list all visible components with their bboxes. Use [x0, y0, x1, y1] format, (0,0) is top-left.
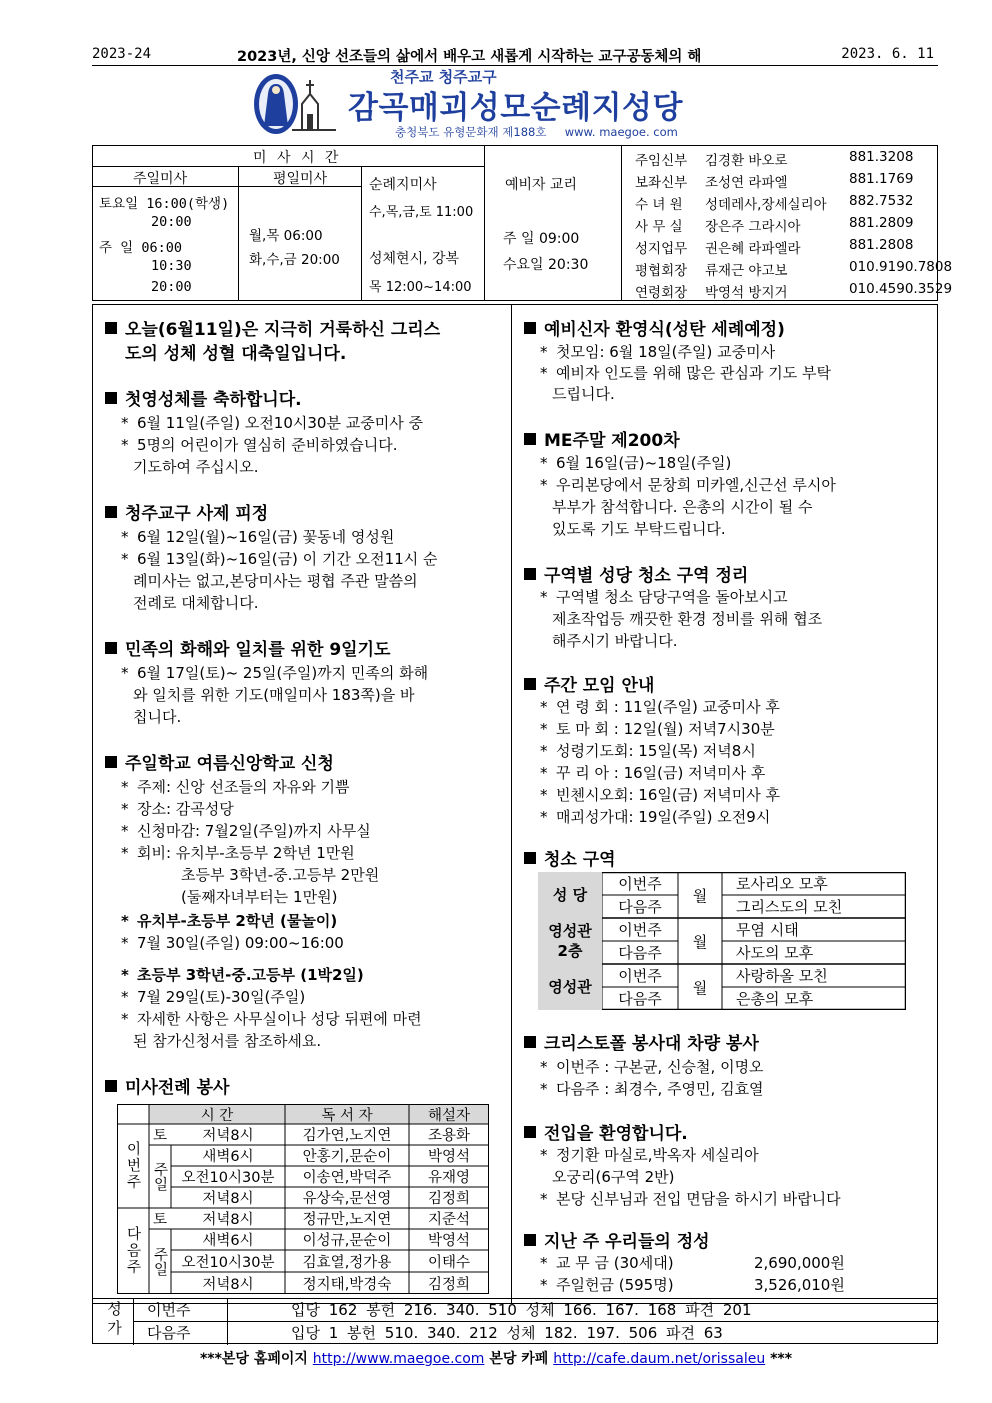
cleaning-line: * 구역별 청소 담당구역을 돌아보시고 — [540, 588, 788, 606]
section-feast-title-2: 도의 성체 성혈 대축일입니다. — [125, 344, 347, 364]
church-logo-icon — [252, 70, 340, 140]
pilgrim-time: 수,목,금,토 11:00 — [369, 205, 474, 220]
liturgy-sat: 토 — [152, 1128, 167, 1144]
staff-name: 박영석 방지거 — [705, 285, 788, 301]
cleaning-month: 월 — [692, 932, 708, 951]
staff-phone: 881.1769 — [849, 171, 914, 187]
summer-line: * 장소: 감곡성당 — [121, 800, 234, 818]
staff-phone: 010.4590.3529 — [849, 281, 953, 297]
meeting-line — [524, 741, 756, 763]
staff-name: 성데레사,장세실리아 — [705, 197, 827, 213]
cleaning-this-group: 사랑하올 모친 — [736, 967, 828, 985]
heritage-line — [395, 124, 678, 140]
cafe-link[interactable]: http://cafe.daum.net/orissaleu — [553, 1351, 766, 1367]
cleaning-this-week: 이번주 — [618, 875, 662, 893]
novena-line: 와 일치를 위한 기도(매일미사 183쪽)을 바 — [133, 686, 415, 704]
liturgy-reader: 이송연,박덕주 — [302, 1170, 392, 1186]
liturgy-reader: 이성규,문순이 — [302, 1233, 392, 1249]
website-text: www. maegoe. com — [564, 125, 678, 139]
offering-value: 3,526,010원 — [754, 1276, 845, 1294]
stats-next-line: 입당 1 봉헌 510. 340. 212 성체 182. 197. 506 파견 63 — [291, 1324, 723, 1342]
footer — [0, 1348, 992, 1368]
section-feast-title: 오늘(6월11일)은 지극히 거룩하신 그리스 — [105, 319, 440, 341]
cleaning-this-week: 이번주 — [618, 921, 662, 939]
welcome-line: * 정기환 마실로,박옥자 세실리아 — [540, 1146, 759, 1164]
liturgy-sun: 주일 — [151, 1162, 168, 1191]
summer-line: * 초등부 3학년-중.고등부 (1박2일) — [121, 966, 364, 984]
staff-role: 평협회장 — [635, 263, 688, 279]
meeting-text: 꾸 리 아 : 16일(금) 저녁미사 후 — [556, 764, 766, 782]
cleaning-place: 성 당 — [538, 872, 602, 918]
weekday-line-1: 월,목 06:00 — [249, 228, 323, 244]
driving-line: * 다음주 : 최경수, 주영민, 김효열 — [540, 1080, 764, 1098]
cleaning-next-week: 다음주 — [618, 898, 662, 916]
me-line: * 6월 16일(금)~18일(주일) — [540, 454, 732, 472]
cleaning-line: 해주시기 바랍니다. — [552, 632, 678, 650]
cleaning-next-group: 은총의 모후 — [736, 990, 814, 1008]
summer-line: * 신청마감: 7월2일(주일)까지 사무실 — [121, 822, 371, 840]
section-cleaning-areas: 구역별 성당 청소 구역 정리 — [524, 565, 748, 587]
retreat-line: * 6월 13일(화)~16일(금) 이 기간 오전11시 순 — [121, 550, 438, 568]
homepage-link[interactable]: http://www.maegoe.com — [312, 1351, 485, 1367]
me-line: * 우리본당에서 문창희 미카엘,신근선 루시아 — [540, 476, 836, 494]
sunday-line-4: 10:30 — [151, 258, 192, 274]
liturgy-commentator: 유재영 — [427, 1170, 471, 1186]
offering-line: * 주일헌금 (595명) — [540, 1276, 674, 1294]
year-theme: 2023년, 신앙 선조들의 삶에서 배우고 새롭게 시작하는 교구공동체의 해 — [237, 49, 702, 65]
weekday-line-2: 화,수,금 20:00 — [249, 252, 340, 268]
summer-line: * 7월 29일(토)-30일(주일) — [121, 988, 306, 1006]
cleaning-next-week: 다음주 — [618, 944, 662, 962]
staff-role: 주임신부 — [635, 153, 688, 169]
section-cleaning-duty: 청소 구역 — [524, 849, 616, 871]
summer-line: * 자세한 사항은 사무실이나 성당 뒤편에 마련 — [121, 1010, 422, 1028]
liturgy-commentator: 박영석 — [427, 1149, 471, 1165]
bullet: * — [540, 764, 548, 782]
retreat-line: 전례로 대체합니다. — [133, 594, 259, 612]
staff-role: 보좌신부 — [635, 175, 688, 191]
me-line: 있도록 기도 부탁드립니다. — [552, 520, 726, 538]
liturgy-time: 새벽6시 — [202, 1233, 254, 1249]
section-driving-service: 크리스토폴 봉사대 차량 봉사 — [524, 1033, 759, 1055]
mass-schedule-table — [92, 145, 953, 301]
liturgy-time: 저녁8시 — [202, 1212, 254, 1228]
stats-this-week: 이번주 — [147, 1301, 191, 1319]
adoration-time: 목 12:00~14:00 — [369, 280, 472, 295]
summer-line: 초등부 3학년-중.고등부 2만원 — [181, 866, 380, 884]
meeting-text: 토 마 회 : 12일(월) 저녁7시30분 — [556, 720, 775, 738]
liturgy-time: 저녁8시 — [202, 1276, 254, 1293]
staff-row — [623, 257, 953, 279]
staff-role: 연령회장 — [635, 285, 688, 301]
summer-line: * 주제: 신앙 선조들의 자유와 기쁨 — [121, 778, 350, 796]
retreat-line: * 6월 12일(월)~16일(금) 꽃동네 영성원 — [121, 528, 395, 546]
meeting-text: 빈첸시오회: 16일(금) 저녁미사 후 — [556, 786, 781, 804]
staff-phone: 881.2808 — [849, 237, 914, 253]
diocese-name: 천주교 청주교구 — [390, 68, 497, 86]
sunday-line-2: 20:00 — [151, 214, 192, 230]
liturgy-commentator: 이태수 — [427, 1254, 471, 1271]
cleaning-this-group: 로사리오 모후 — [736, 875, 828, 893]
summer-line: (둘째자녀부터는 1만원) — [181, 888, 338, 906]
liturgy-time: 새벽6시 — [202, 1149, 254, 1165]
attendance-stats — [92, 1298, 938, 1344]
cleaning-line: 제초작업등 깨끗한 환경 정비를 위해 협조 — [552, 610, 823, 628]
welcome-line: * 본당 신부님과 전입 면담을 하시기 바랍니다 — [540, 1190, 841, 1208]
meeting-text: 매괴성가대: 19일(주일) 오전9시 — [556, 808, 771, 826]
staff-name: 권은혜 라파엘라 — [705, 241, 801, 257]
summer-line: * 회비: 유치부-초등부 2학년 1만원 — [121, 844, 355, 862]
catechumen-line: 드립니다. — [552, 385, 615, 403]
liturgy-reader: 정지태,박경숙 — [302, 1276, 392, 1293]
welcome-line: 오궁리(6구역 2반) — [552, 1168, 675, 1186]
staff-role: 사 무 실 — [635, 219, 683, 235]
adoration-label: 성체현시, 강복 — [369, 251, 460, 267]
me-line: 부부가 참석합니다. 은총의 시간이 될 수 — [552, 498, 813, 516]
footer-suffix: *** — [770, 1351, 793, 1367]
staff-name: 조성연 라파엘 — [705, 175, 788, 191]
liturgy-commentator: 지준석 — [427, 1212, 471, 1228]
novena-line: * 6월 17일(토)~ 25일(주일)까지 민족의 화해 — [121, 664, 429, 682]
staff-name: 김경환 바오로 — [705, 153, 788, 169]
meeting-line — [524, 719, 775, 741]
staff-name: 류재근 야고보 — [705, 263, 788, 279]
meeting-text: 성령기도회: 15일(목) 저녁8시 — [556, 742, 756, 760]
heritage-text: 충청북도 유형문화재 제188호 — [395, 125, 547, 139]
offering-line: * 교 무 금 (30세대) — [540, 1254, 674, 1272]
issue-number: 2023-24 — [92, 46, 152, 62]
sunday-line-5: 20:00 — [151, 279, 192, 295]
staff-row — [623, 191, 939, 213]
cleaning-place: 영성관 2층 — [538, 918, 602, 964]
novena-line: 칩니다. — [133, 708, 182, 726]
section-liturgy-service: 미사전례 봉사 — [105, 1077, 229, 1099]
bullet: * — [540, 720, 548, 738]
staff-row — [623, 147, 939, 169]
section-catechumen: 예비신자 환영식(성탄 세례예정) — [524, 319, 785, 341]
section-welcome: 전입을 환영합니다. — [524, 1123, 688, 1145]
liturgy-head-reader: 독 서 자 — [285, 1104, 409, 1124]
liturgy-sat: 토 — [152, 1212, 167, 1228]
cleaning-next-group: 사도의 모후 — [736, 944, 814, 962]
driving-line: * 이번주 : 구본균, 신승철, 이명오 — [540, 1058, 764, 1076]
liturgy-reader: 김효열,정가용 — [302, 1254, 392, 1271]
meeting-text: 연 령 회 : 11일(주일) 교중미사 후 — [556, 698, 780, 716]
catechumen-line: * 첫모임: 6월 18일(주일) 교중미사 — [540, 343, 776, 361]
section-weekly-meetings: 주간 모임 안내 — [524, 675, 654, 697]
staff-phone: 010.9190.7808 — [849, 259, 953, 275]
staff-phone: 882.7532 — [849, 193, 914, 209]
cleaning-this-week: 이번주 — [618, 967, 662, 985]
stats-next-week: 다음주 — [147, 1324, 191, 1342]
liturgy-head-commentator: 해설자 — [409, 1104, 489, 1124]
liturgy-this-week: 이번주 — [124, 1141, 141, 1191]
stats-label: 성가 — [105, 1301, 123, 1339]
section-summer-school: 주일학교 여름신앙학교 신청 — [105, 753, 334, 775]
mass-times-title: 미 사 시 간 — [253, 150, 342, 166]
section-novena: 민족의 화해와 일치를 위한 9일기도 — [105, 639, 390, 661]
bullet: * — [540, 698, 548, 716]
liturgy-time: 오전10시30분 — [181, 1254, 275, 1271]
section-me-weekend: ME주말 제200차 — [524, 430, 680, 452]
issue-date: 2023. 6. 11 — [841, 46, 934, 62]
meeting-line — [524, 807, 770, 829]
summer-line: * 유치부-초등부 2학년 (물놀이) — [121, 912, 338, 930]
catechumen-line-1: 주 일 09:00 — [503, 231, 580, 247]
section-priest-retreat: 청주교구 사제 피정 — [105, 503, 268, 525]
sunday-line-3: 주 일 06:00 — [99, 240, 182, 256]
meeting-line — [524, 785, 780, 807]
staff-row — [623, 279, 953, 301]
staff-role: 성지업무 — [635, 241, 688, 257]
pilgrim-mass-label: 순례지미사 — [369, 177, 437, 193]
summer-line: * 7월 30일(주일) 09:00~16:00 — [121, 934, 344, 952]
bullet: * — [540, 742, 548, 760]
cleaning-month: 월 — [692, 978, 708, 997]
liturgy-time: 저녁8시 — [202, 1128, 254, 1144]
offering-value: 2,690,000원 — [754, 1254, 845, 1272]
retreat-line: 례미사는 없고,본당미사는 평협 주관 말씀의 — [133, 572, 418, 590]
top-bar — [92, 44, 938, 66]
liturgy-commentator: 김정희 — [427, 1276, 471, 1293]
liturgy-reader: 정규만,노지연 — [302, 1212, 392, 1228]
cleaning-place: 영성관 — [538, 964, 602, 1010]
cleaning-this-group: 무염 시태 — [736, 921, 799, 939]
liturgy-time: 저녁8시 — [202, 1191, 254, 1207]
liturgy-time: 오전10시30분 — [181, 1170, 275, 1186]
catechumen-line-2: 수요일 20:30 — [503, 257, 589, 273]
staff-row — [623, 235, 939, 257]
sunday-line-1: 토요일 16:00(학생) — [99, 196, 230, 212]
meeting-line — [524, 697, 780, 719]
weekday-mass-label: 평일미사 — [273, 171, 328, 187]
right-column — [512, 304, 938, 1304]
cleaning-next-group: 그리스도의 모친 — [736, 898, 843, 916]
sunday-mass-label: 주일미사 — [133, 171, 188, 187]
bullet: * — [540, 808, 548, 826]
church-name: 감곡매괴성모순례지성당 — [348, 90, 683, 126]
meeting-line — [524, 763, 765, 785]
liturgy-sun: 주일 — [151, 1247, 168, 1276]
staff-name: 장은주 그라시아 — [705, 219, 801, 235]
cleaning-table — [538, 872, 906, 1010]
liturgy-next-week: 다음주 — [124, 1226, 141, 1276]
liturgy-commentator: 박영석 — [427, 1233, 471, 1249]
section-offerings: 지난 주 우리들의 정성 — [524, 1231, 710, 1253]
first-communion-line: * 5명의 어린이가 열심히 준비하였습니다. — [121, 436, 398, 454]
staff-row — [623, 213, 939, 235]
liturgy-reader: 안홍기,문순이 — [302, 1149, 392, 1165]
footer-prefix: ***본당 홈페이지 — [199, 1351, 308, 1367]
liturgy-reader: 유상숙,문선영 — [302, 1191, 392, 1207]
catechumen-line: * 예비자 인도를 위해 많은 관심과 기도 부탁 — [540, 364, 831, 382]
summer-line: 된 참가신청서를 참조하세요. — [133, 1032, 322, 1050]
liturgy-reader: 김가연,노지연 — [302, 1128, 392, 1144]
catechumen-label: 예비자 교리 — [505, 177, 578, 193]
first-communion-line: 기도하여 주십시오. — [133, 458, 259, 476]
cleaning-next-week: 다음주 — [618, 990, 662, 1008]
staff-role: 수 녀 원 — [635, 197, 683, 213]
bullet: * — [540, 786, 548, 804]
cleaning-month: 월 — [692, 886, 708, 905]
staff-phone: 881.3208 — [849, 149, 914, 165]
staff-row — [623, 169, 939, 191]
section-first-communion: 첫영성체를 축하합니다. — [105, 389, 302, 411]
footer-mid: 본당 카페 — [489, 1351, 549, 1367]
masthead — [250, 66, 770, 142]
liturgy-commentator: 김정희 — [427, 1191, 471, 1207]
staff-phone: 881.2809 — [849, 215, 914, 231]
liturgy-service-table — [117, 1104, 489, 1294]
first-communion-line: * 6월 11일(주일) 오전10시30분 교중미사 중 — [121, 414, 423, 432]
liturgy-head-time: 시 간 — [149, 1104, 285, 1124]
stats-this-line: 입당 162 봉헌 216. 340. 510 성체 166. 167. 168 파견 201 — [291, 1301, 752, 1319]
liturgy-commentator: 조용화 — [427, 1128, 471, 1144]
